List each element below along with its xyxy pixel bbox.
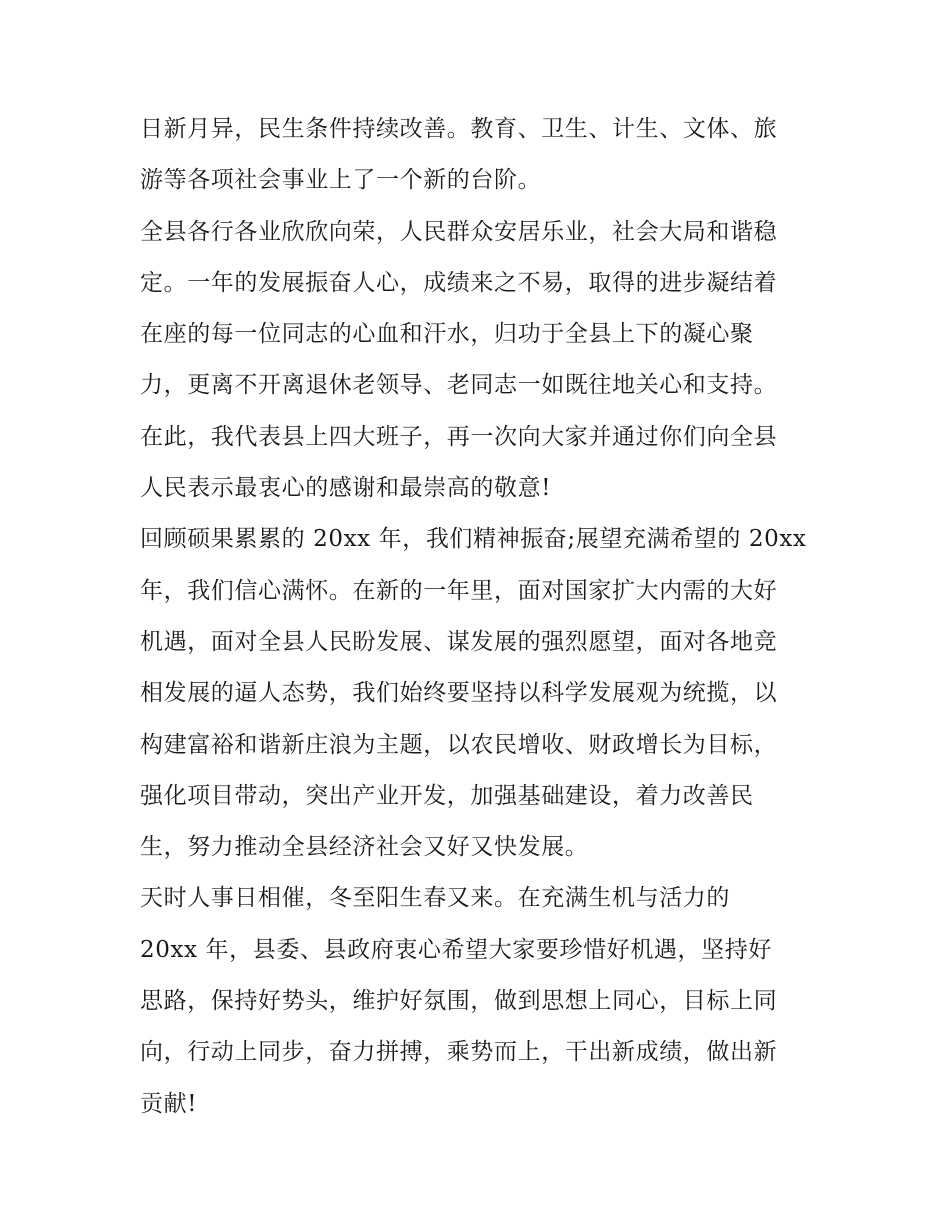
text-line: 生，努力推动全县经济社会又好又快发展。: [140, 834, 589, 861]
text-line: 回顾硕果累累的 20xx 年，我们精神振奋;展望充满希望的 20xx: [140, 526, 807, 553]
text-line: 人民表示最衷心的感谢和最崇高的敬意!: [140, 475, 552, 502]
text-line: 思路，保持好势头，维护好氛围，做到思想上同心，目标上同: [140, 988, 778, 1015]
text-line: 日新月异，民生条件持续改善。教育、卫生、计生、文体、旅: [140, 116, 778, 142]
text-line: 机遇，面对全县人民盼发展、谋发展的强烈愿望，面对各地竞: [140, 628, 778, 655]
text-line: 在此，我代表县上四大班子，再一次向大家并通过你们向全县: [140, 423, 778, 450]
text-line: 力，更离不开离退休老领导、老同志一如既往地关心和支持。: [140, 372, 778, 399]
text-line: 年，我们信心满怀。在新的一年里，面对国家扩大内需的大好: [140, 577, 778, 604]
body-text: [140, 104, 820, 1130]
text-line: 全县各行各业欣欣向荣，人民群众安居乐业，社会大局和谐稳: [140, 218, 778, 245]
text-line: 20xx 年，县委、县政府衷心希望大家要珍惜好机遇，坚持好: [140, 936, 772, 963]
text-line: 相发展的逼人态势，我们始终要坚持以科学发展观为统揽，以: [140, 680, 778, 707]
text-line: 定。一年的发展振奋人心，成绩来之不易，取得的进步凝结着: [140, 269, 778, 296]
text-line: 强化项目带动，突出产业开发，加强基础建设，着力改善民: [140, 782, 754, 809]
text-line: 向，行动上同步，奋力拼搏，乘势而上，干出新成绩，做出新: [140, 1039, 778, 1066]
text-line: 在座的每一位同志的心血和汗水，归功于全县上下的凝心聚: [140, 321, 754, 348]
text-line: 贡献!: [140, 1090, 198, 1117]
text-line: 构建富裕和谐新庄浪为主题，以农民增收、财政增长为目标，: [140, 731, 778, 758]
text-line: 天时人事日相催，冬至阳生春又来。在充满生机与活力的: [140, 885, 730, 912]
text-line: 游等各项社会事业上了一个新的台阶。: [140, 167, 542, 194]
